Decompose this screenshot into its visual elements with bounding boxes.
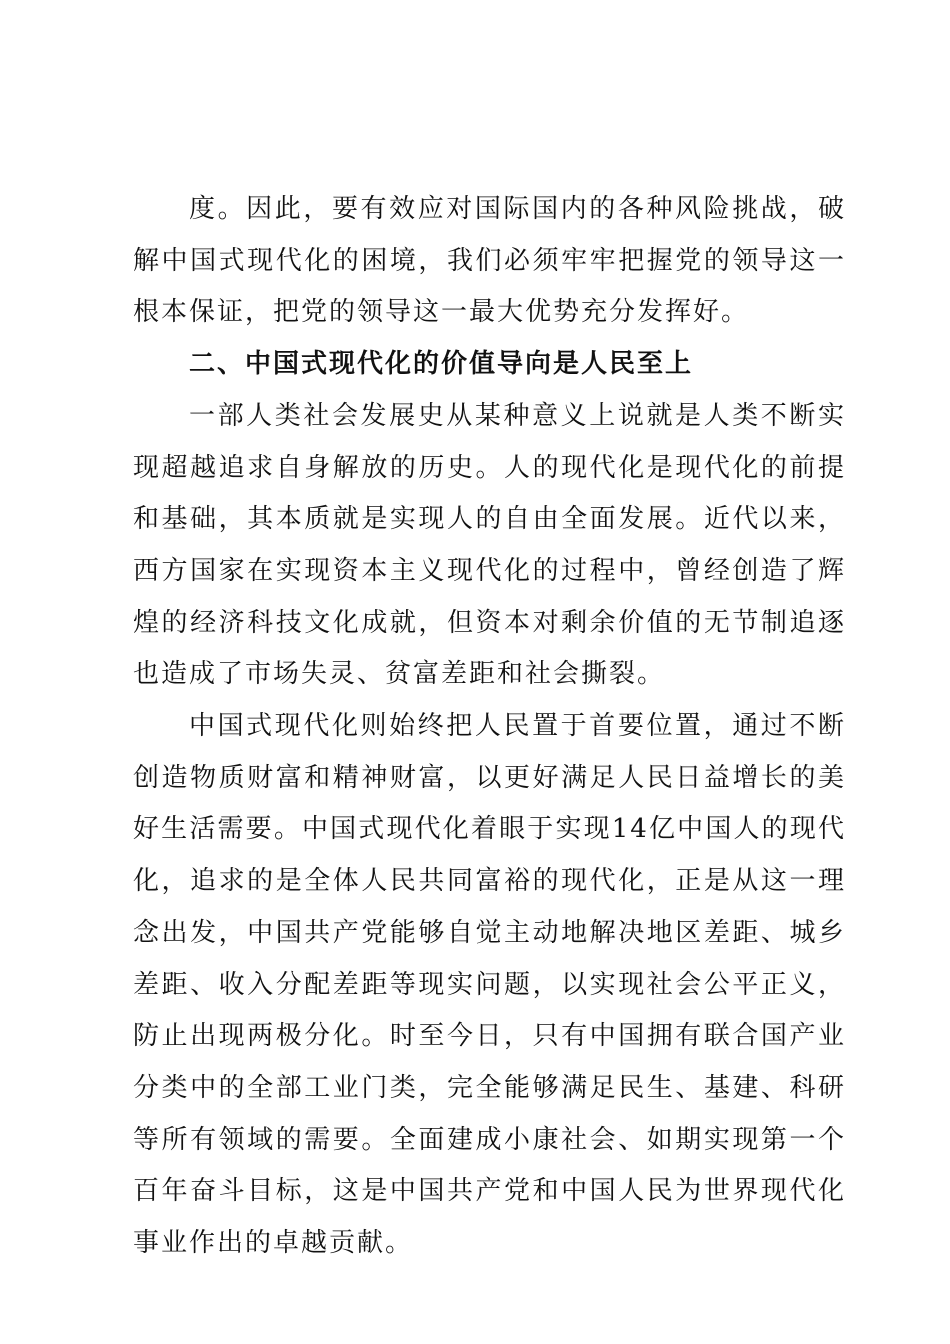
section-heading: 二、中国式现代化的价值导向是人民至上 [189, 349, 694, 380]
paragraph-continuation: 度。因此，要有效应对国际国内的各种风险挑战，破解中国式现代化的困境，我们必须牢牢把握党的领导这一根本保证，把党的领导这一最大优势充分发挥好。 [133, 194, 846, 328]
paragraph-history: 一部人类社会发展史从某种意义上说就是人类不断实现超越追求自身解放的历史。人的现代化是现代化的前提和基础，其本质就是实现人的自由全面发展。近代以来，西方国家在实现资本主义现代化的过程中，曾经创造了辉煌的经济科技文化成就，但资本对剩余价值的无节制追逐也造成了市场失灵、贫富差距和社会撕裂。 [133, 400, 846, 690]
document-body [133, 184, 846, 1270]
paragraph-people-first: 中国式现代化则始终把人民置于首要位置，通过不断创造物质财富和精神财富，以更好满足人民日益增长的美好生活需要。中国式现代化着眼于实现14亿中国人的现代化，追求的是全体人民共同富裕的现代化，正是从这一理念出发，中国共产党能够自觉主动地解决地区差距、城乡差距、收入分配差距等现实问题，以实现社会公平正义，防止出现两极分化。时至今日，只有中国拥有联合国产业分类中的全部工业门类，完全能够满足民生、基建、科研等所有领域的需要。全面建成小康社会、如期实现第一个百年奋斗目标，这是中国共产党和中国人民为世界现代化事业作出的卓越贡献。 [133, 711, 846, 1259]
